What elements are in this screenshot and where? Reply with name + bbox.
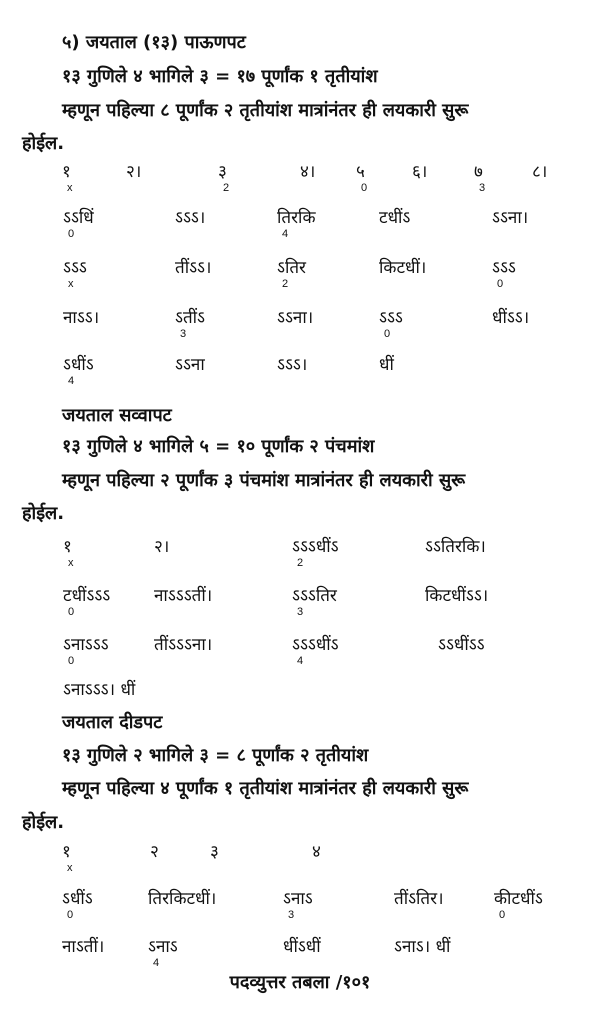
bol-cell: ऽऽऽधींऽ [292, 635, 339, 655]
bol-cell: तिरकि [277, 208, 316, 228]
bol-cell: धीं [379, 355, 394, 375]
bol-cell: २। [154, 537, 170, 557]
bol-cell: किटधींऽऽ। [425, 586, 489, 606]
formula-line: १३ गुणिले ४ भागिले ३ = १७ पूर्णांक १ तृतीयांश [62, 66, 378, 87]
bol-cell: टधींऽ [379, 208, 411, 228]
tala-marker: 3 [180, 328, 187, 340]
bol-cell: ऽऽऽ। [277, 355, 308, 375]
beat-number: २ [150, 842, 159, 862]
bol-cell: ऽऽऽ [379, 308, 403, 328]
bol-cell: ऽनाऽ। धीं [394, 937, 451, 957]
bol-cell: ऽनाऽ [283, 889, 313, 909]
explanation-continuation: होईल. [22, 503, 65, 524]
tala-marker: 4 [153, 957, 160, 969]
bol-cell: ऽऽऽ। [175, 208, 206, 228]
tala-marker: x [68, 557, 74, 569]
bol-cell: तिरकिटधीं। [148, 889, 217, 909]
bol-cell: धींऽऽ। [492, 308, 530, 328]
bol-cell: नाऽऽऽतीं। [154, 586, 213, 606]
explanation-continuation: होईल. [22, 812, 65, 833]
tala-marker: 2 [282, 278, 289, 290]
tala-marker: 2 [223, 182, 230, 194]
beat-number: २। [126, 162, 142, 182]
beat-number: ४। [300, 162, 316, 182]
section-heading: जयताल सव्वापट [62, 405, 172, 426]
tala-marker: 3 [288, 909, 295, 921]
tala-marker: 0 [67, 909, 74, 921]
tala-marker: 0 [361, 182, 368, 194]
bol-cell: ऽऽना। [277, 308, 314, 328]
tala-marker: 0 [384, 328, 391, 340]
bol-cell: ऽनाऽऽऽ। धीं [63, 680, 136, 700]
tala-marker: 4 [68, 375, 75, 387]
bol-cell: धींऽधीं [283, 937, 321, 957]
bol-cell: ऽतिर [277, 258, 306, 278]
section-heading: ५) जयताल (१३) पाऊणपट [62, 32, 246, 53]
beat-number: १ [62, 162, 71, 182]
bol-cell: नाऽऽ। [63, 308, 100, 328]
tala-marker: 4 [297, 655, 304, 667]
tala-marker: 3 [297, 606, 304, 618]
tala-marker: 2 [297, 557, 304, 569]
bol-cell: ऽधींऽ [62, 889, 93, 909]
beat-number: ३ [210, 842, 219, 862]
bol-cell: ऽतींऽ [175, 308, 205, 328]
bol-cell: ऽऽना। [492, 208, 529, 228]
explanation-line: म्हणून पहिल्या ८ पूर्णांक २ तृतीयांश मात्रांनंतर ही लयकारी सुरू [62, 100, 469, 121]
explanation-line: म्हणून पहिल्या ४ पूर्णांक १ तृतीयांश मात्रांनंतर ही लयकारी सुरू [62, 778, 469, 799]
section-heading: जयताल दीडपट [62, 712, 163, 733]
bol-cell: किटधीं। [379, 258, 427, 278]
tala-marker: x [68, 278, 74, 290]
beat-number: ४ [312, 842, 321, 862]
beat-number: ६। [412, 162, 428, 182]
page-footer: पदव्युत्तर तबला /१०१ [229, 972, 371, 993]
bol-cell: ऽऽऽ [492, 258, 516, 278]
explanation-line: म्हणून पहिल्या २ पूर्णांक ३ पंचमांश मात्रांनंतर ही लयकारी सुरू [62, 470, 466, 491]
tala-marker: 3 [479, 182, 486, 194]
bol-cell: १ [63, 537, 72, 557]
tala-marker: 4 [282, 228, 289, 240]
bol-cell: ऽऽधींऽऽ [438, 635, 485, 655]
formula-line: १३ गुणिले ४ भागिले ५ = १० पूर्णांक २ पंचमांश [62, 436, 375, 457]
formula-line: १३ गुणिले २ भागिले ३ = ८ पूर्णांक २ तृतीयांश [62, 745, 369, 766]
beat-number: १ [62, 842, 71, 862]
tala-marker: x [67, 182, 73, 194]
explanation-continuation: होईल. [22, 133, 65, 154]
bol-cell: ऽऽऽतिर [292, 586, 337, 606]
beat-number: ७ [474, 162, 483, 182]
beat-number: ८। [532, 162, 548, 182]
bol-cell: ऽनाऽऽऽ [63, 635, 109, 655]
tala-marker: 0 [68, 228, 75, 240]
bol-cell: ऽऽतिरकि। [425, 537, 486, 557]
tala-marker: x [67, 862, 73, 874]
bol-cell: ऽनाऽ [148, 937, 178, 957]
bol-cell: तींऽऽऽना। [154, 635, 213, 655]
bol-cell: टधींऽऽऽ [63, 586, 111, 606]
tala-marker: 0 [68, 655, 75, 667]
tala-marker: 0 [499, 909, 506, 921]
tala-marker: 0 [68, 606, 75, 618]
bol-cell: ऽऽऽ [63, 258, 87, 278]
bol-cell: कीटधींऽ [494, 889, 543, 909]
bol-cell: तींऽतिर। [394, 889, 444, 909]
bol-cell: ऽऽना [175, 355, 205, 375]
bol-cell: ऽधींऽ [63, 355, 94, 375]
bol-cell: तींऽऽ। [175, 258, 212, 278]
bol-cell: ऽऽधिं [63, 208, 94, 228]
bol-cell: ऽऽऽधींऽ [292, 537, 339, 557]
beat-number: ५ [356, 162, 365, 182]
bol-cell: नाऽतीं। [62, 937, 105, 957]
tala-marker: 0 [497, 278, 504, 290]
beat-number: ३ [218, 162, 227, 182]
